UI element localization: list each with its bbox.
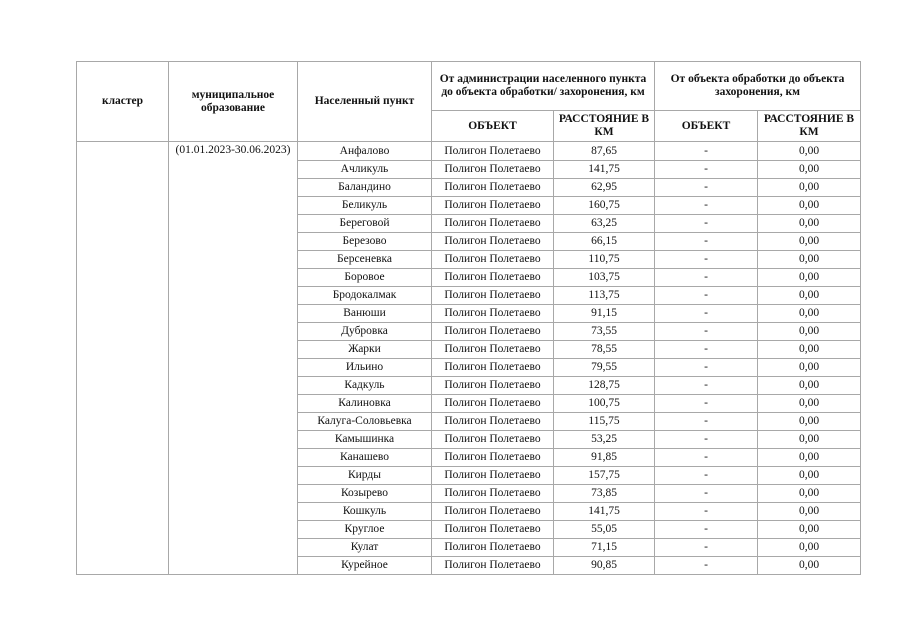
object-cell: Полигон Полетаево: [432, 215, 554, 233]
distance-2-cell: 0,00: [758, 233, 861, 251]
distance-cell: 87,65: [554, 142, 655, 161]
settlement-cell: Курейное: [298, 557, 432, 575]
distance-cell: 79,55: [554, 359, 655, 377]
object-cell: Полигон Полетаево: [432, 287, 554, 305]
object-2-cell: -: [655, 305, 758, 323]
distance-2-cell: 0,00: [758, 323, 861, 341]
object-2-cell: -: [655, 215, 758, 233]
distance-cell: 160,75: [554, 197, 655, 215]
distance-cell: 73,85: [554, 485, 655, 503]
distance-cell: 141,75: [554, 503, 655, 521]
settlement-cell: Ванюши: [298, 305, 432, 323]
settlement-cell: Кулат: [298, 539, 432, 557]
object-2-cell: -: [655, 521, 758, 539]
object-cell: Полигон Полетаево: [432, 557, 554, 575]
object-cell: Полигон Полетаево: [432, 485, 554, 503]
distance-2-cell: 0,00: [758, 287, 861, 305]
settlement-cell: Круглое: [298, 521, 432, 539]
table-body: [77, 142, 861, 575]
distance-2-cell: 0,00: [758, 269, 861, 287]
distance-2-cell: 0,00: [758, 485, 861, 503]
header-object-2: ОБЪЕКТ: [655, 111, 758, 142]
object-cell: Полигон Полетаево: [432, 197, 554, 215]
object-2-cell: -: [655, 359, 758, 377]
distance-cell: 128,75: [554, 377, 655, 395]
distance-2-cell: 0,00: [758, 197, 861, 215]
settlement-cell: Беликуль: [298, 197, 432, 215]
object-2-cell: -: [655, 161, 758, 179]
distance-2-cell: 0,00: [758, 341, 861, 359]
settlement-cell: Береговой: [298, 215, 432, 233]
distance-cell: 63,25: [554, 215, 655, 233]
settlement-cell: Жарки: [298, 341, 432, 359]
object-cell: Полигон Полетаево: [432, 251, 554, 269]
object-2-cell: -: [655, 377, 758, 395]
settlement-cell: Анфалово: [298, 142, 432, 161]
distance-cell: 91,15: [554, 305, 655, 323]
distance-cell: 73,55: [554, 323, 655, 341]
object-cell: Полигон Полетаево: [432, 413, 554, 431]
distance-cell: 78,55: [554, 341, 655, 359]
settlement-cell: Кошкуль: [298, 503, 432, 521]
distance-cell: 115,75: [554, 413, 655, 431]
settlement-cell: Кирды: [298, 467, 432, 485]
distance-2-cell: 0,00: [758, 557, 861, 575]
distance-2-cell: 0,00: [758, 305, 861, 323]
distance-cell: 62,95: [554, 179, 655, 197]
table-row: [77, 142, 861, 161]
distance-cell: 113,75: [554, 287, 655, 305]
object-cell: Полигон Полетаево: [432, 377, 554, 395]
municipality-cell: (01.01.2023-30.06.2023): [169, 142, 298, 575]
object-cell: Полигон Полетаево: [432, 269, 554, 287]
header-group-object: От объекта обработки до объекта захоронения, км: [655, 62, 861, 111]
settlement-cell: Кадкуль: [298, 377, 432, 395]
object-cell: Полигон Полетаево: [432, 323, 554, 341]
object-cell: Полигон Полетаево: [432, 431, 554, 449]
settlement-cell: Берсеневка: [298, 251, 432, 269]
settlement-cell: Боровое: [298, 269, 432, 287]
distance-2-cell: 0,00: [758, 161, 861, 179]
object-2-cell: -: [655, 287, 758, 305]
object-2-cell: -: [655, 431, 758, 449]
object-2-cell: -: [655, 341, 758, 359]
object-cell: Полигон Полетаево: [432, 161, 554, 179]
distance-cell: 110,75: [554, 251, 655, 269]
distance-2-cell: 0,00: [758, 413, 861, 431]
distance-2-cell: 0,00: [758, 521, 861, 539]
distance-2-cell: 0,00: [758, 142, 861, 161]
object-2-cell: -: [655, 179, 758, 197]
settlement-cell: Бродокалмак: [298, 287, 432, 305]
object-2-cell: -: [655, 539, 758, 557]
distance-cell: 141,75: [554, 161, 655, 179]
distance-table: [76, 61, 861, 575]
distance-2-cell: 0,00: [758, 467, 861, 485]
distance-cell: 71,15: [554, 539, 655, 557]
distance-cell: 100,75: [554, 395, 655, 413]
settlement-cell: Ильино: [298, 359, 432, 377]
object-2-cell: -: [655, 557, 758, 575]
object-2-cell: -: [655, 197, 758, 215]
object-2-cell: -: [655, 142, 758, 161]
object-cell: Полигон Полетаево: [432, 539, 554, 557]
object-cell: Полигон Полетаево: [432, 521, 554, 539]
distance-cell: 66,15: [554, 233, 655, 251]
cluster-cell: [77, 142, 169, 575]
header-municipality: муниципальное образование: [169, 62, 298, 142]
header-distance-2: РАССТОЯНИЕ В КМ: [758, 111, 861, 142]
header-distance: РАССТОЯНИЕ В КМ: [554, 111, 655, 142]
object-cell: Полигон Полетаево: [432, 233, 554, 251]
settlement-cell: Калуга-Соловьевка: [298, 413, 432, 431]
distance-cell: 103,75: [554, 269, 655, 287]
object-2-cell: -: [655, 449, 758, 467]
distance-2-cell: 0,00: [758, 215, 861, 233]
distance-2-cell: 0,00: [758, 395, 861, 413]
header-object: ОБЪЕКТ: [432, 111, 554, 142]
settlement-cell: Дубровка: [298, 323, 432, 341]
settlement-cell: Калиновка: [298, 395, 432, 413]
object-2-cell: -: [655, 233, 758, 251]
object-cell: Полигон Полетаево: [432, 503, 554, 521]
object-2-cell: -: [655, 503, 758, 521]
object-cell: Полигон Полетаево: [432, 341, 554, 359]
object-2-cell: -: [655, 467, 758, 485]
object-cell: Полигон Полетаево: [432, 142, 554, 161]
object-2-cell: -: [655, 269, 758, 287]
distance-2-cell: 0,00: [758, 539, 861, 557]
distance-cell: 53,25: [554, 431, 655, 449]
object-2-cell: -: [655, 323, 758, 341]
distance-2-cell: 0,00: [758, 377, 861, 395]
object-2-cell: -: [655, 413, 758, 431]
object-cell: Полигон Полетаево: [432, 179, 554, 197]
object-2-cell: -: [655, 251, 758, 269]
object-cell: Полигон Полетаево: [432, 395, 554, 413]
distance-2-cell: 0,00: [758, 503, 861, 521]
header-group-admin: От администрации населенного пункта до объекта обработки/ захоронения, км: [432, 62, 655, 111]
distance-2-cell: 0,00: [758, 431, 861, 449]
distance-cell: 55,05: [554, 521, 655, 539]
distance-cell: 90,85: [554, 557, 655, 575]
settlement-cell: Козырево: [298, 485, 432, 503]
header-cluster: кластер: [77, 62, 169, 142]
distance-2-cell: 0,00: [758, 359, 861, 377]
distance-2-cell: 0,00: [758, 449, 861, 467]
object-cell: Полигон Полетаево: [432, 305, 554, 323]
settlement-cell: Баландино: [298, 179, 432, 197]
object-cell: Полигон Полетаево: [432, 359, 554, 377]
distance-cell: 157,75: [554, 467, 655, 485]
settlement-cell: Ачликуль: [298, 161, 432, 179]
settlement-cell: Березово: [298, 233, 432, 251]
object-cell: Полигон Полетаево: [432, 467, 554, 485]
object-2-cell: -: [655, 395, 758, 413]
distance-2-cell: 0,00: [758, 179, 861, 197]
settlement-cell: Камышинка: [298, 431, 432, 449]
header-settlement: Населенный пункт: [298, 62, 432, 142]
object-cell: Полигон Полетаево: [432, 449, 554, 467]
distance-2-cell: 0,00: [758, 251, 861, 269]
settlement-cell: Канашево: [298, 449, 432, 467]
distance-cell: 91,85: [554, 449, 655, 467]
object-2-cell: -: [655, 485, 758, 503]
